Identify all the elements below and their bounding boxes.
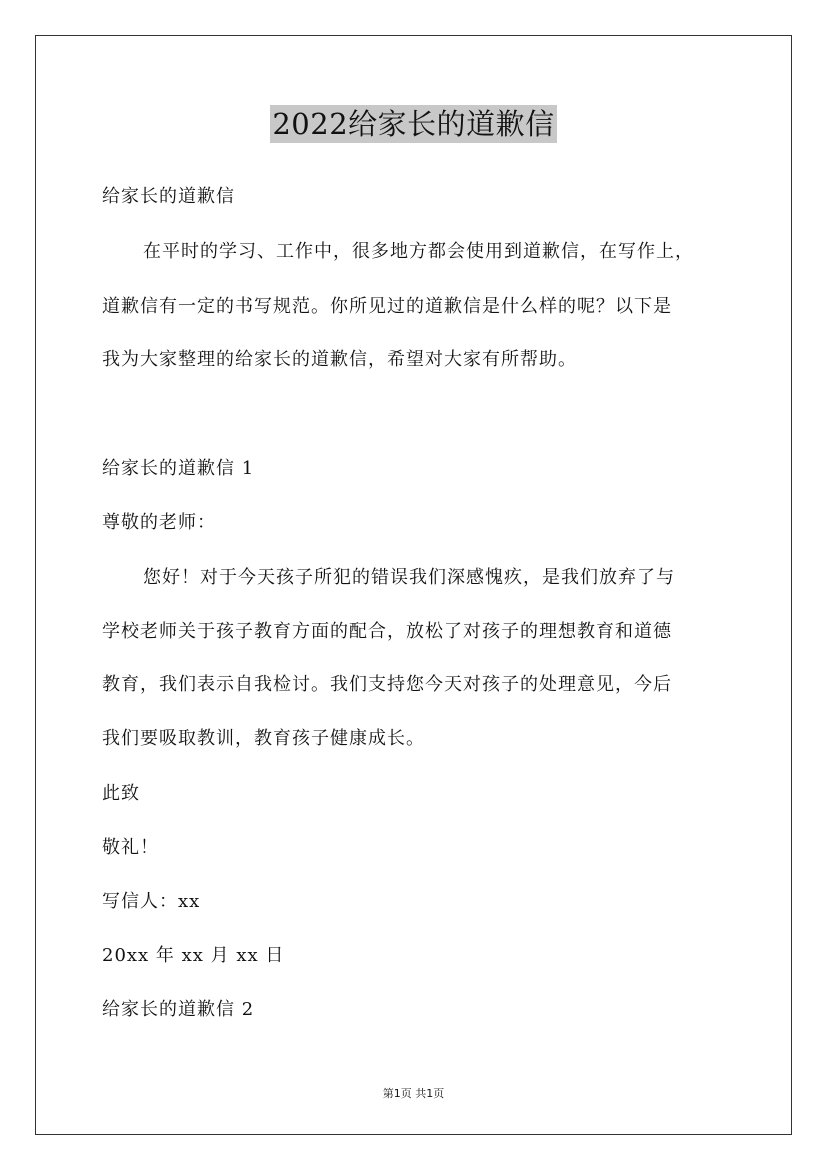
letter1-closing-1: 此致 xyxy=(102,783,140,804)
letter1-closing-2: 敬礼！ xyxy=(102,837,159,858)
letter1-writer: 写信人：xx xyxy=(102,891,201,912)
intro-line-2: 道歉信有一定的书写规范。你所见过的道歉信是什么样的呢？以下是 xyxy=(102,296,672,317)
document-heading: 给家长的道歉信 xyxy=(102,186,235,207)
document-title: 2022给家长的道歉信 xyxy=(272,107,555,141)
letter1-heading: 给家长的道歉信 1 xyxy=(102,458,255,479)
letter1-body-line-4: 我们要吸取教训，教育孩子健康成长。 xyxy=(102,728,425,749)
letter1-body-line-1: 您好！对于今天孩子所犯的错误我们深感愧疚，是我们放弃了与 xyxy=(143,567,675,588)
letter1-salutation: 尊敬的老师： xyxy=(102,512,216,533)
intro-line-1: 在平时的学习、工作中，很多地方都会使用到道歉信，在写作上， xyxy=(143,241,694,262)
letter2-heading: 给家长的道歉信 2 xyxy=(102,999,255,1020)
letter1-date: 20xx 年 xx 月 xx 日 xyxy=(102,945,285,966)
page-number-footer: 第1页 共1页 xyxy=(382,1087,445,1100)
letter1-body-line-2: 学校老师关于孩子教育方面的配合，放松了对孩子的理想教育和道德 xyxy=(102,621,672,642)
intro-line-3: 我为大家整理的给家长的道歉信，希望对大家有所帮助。 xyxy=(102,349,577,370)
document-title-container xyxy=(0,102,827,143)
letter1-body-line-3: 教育，我们表示自我检讨。我们支持您今天对孩子的处理意见，今后 xyxy=(102,674,672,695)
